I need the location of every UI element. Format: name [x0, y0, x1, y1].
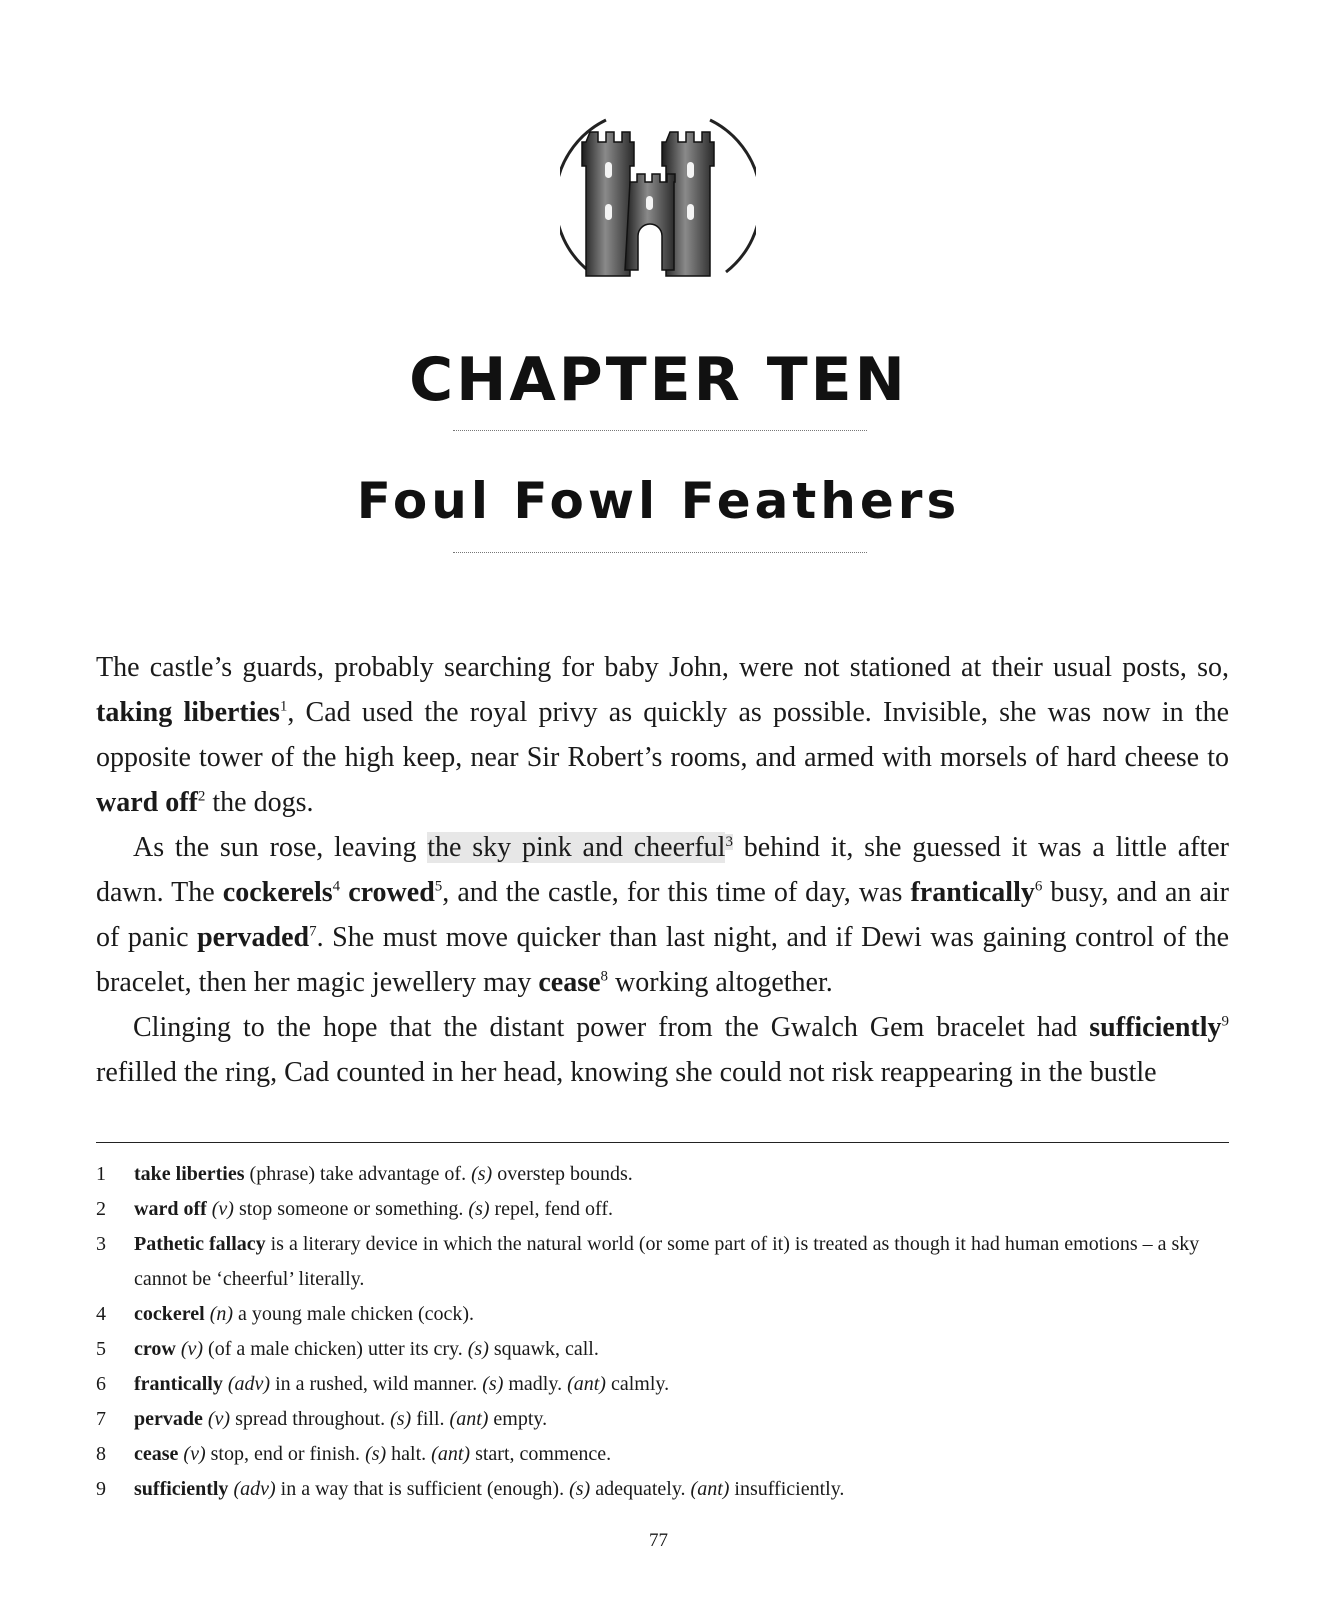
word-class: (s): [482, 1373, 504, 1395]
word-class: (ant): [690, 1478, 730, 1500]
footnote-number: 5: [96, 1338, 106, 1360]
text-run: As the sun rose, leaving: [133, 832, 428, 863]
word-class: (s): [390, 1408, 412, 1430]
footnote-ref: 7: [309, 923, 317, 940]
text-run: Clinging to the hope that the distant power from the Gwalch Gem bracelet had: [133, 1012, 1090, 1043]
text-run: halt.: [386, 1443, 432, 1465]
vocab-term: frantically: [910, 877, 1035, 908]
word-class: (s): [365, 1443, 387, 1465]
word-class: (adv): [233, 1478, 276, 1500]
word-class: (v): [180, 1338, 204, 1360]
vocab-term: cockerels: [222, 877, 333, 908]
footnote-number: 3: [96, 1233, 106, 1255]
text-run: empty.: [488, 1408, 548, 1430]
footnote-number: 1: [96, 1163, 106, 1185]
paragraph: [96, 645, 1229, 825]
vocab-term: taking liberties: [96, 697, 280, 728]
text-run: spread throughout.: [230, 1408, 391, 1430]
text-run: the dogs.: [205, 787, 314, 818]
text-run: calmly.: [605, 1373, 670, 1395]
footnote-divider: [96, 1142, 1229, 1143]
footnote-item: [96, 1437, 1229, 1472]
vocab-term: ward off: [134, 1198, 207, 1220]
text-run: fill.: [411, 1408, 450, 1430]
text-run: the sky pink and cheerful: [427, 832, 726, 863]
vocab-term: cease: [538, 967, 601, 998]
text-run: adequately.: [590, 1478, 691, 1500]
word-class: (v): [211, 1198, 234, 1220]
text-run: , and the castle, for this time of day, was: [442, 877, 911, 908]
text-run: in a rushed, wild manner.: [270, 1373, 483, 1395]
word-class: (s): [468, 1198, 490, 1220]
text-run: behind it, she guessed it was a little after dawn. The: [96, 832, 1229, 908]
text-run: stop someone or something.: [233, 1198, 469, 1220]
text-run: refilled the ring, Cad counted in her head, knowing she could not risk reappearing in the bustle: [96, 1057, 1157, 1088]
vocab-term: pervaded: [197, 922, 310, 953]
footnote-number: 4: [96, 1303, 106, 1325]
word-class: (ant): [431, 1443, 471, 1465]
title-divider: [453, 430, 867, 431]
word-class: (s): [569, 1478, 591, 1500]
footnote-ref: 2: [197, 788, 206, 805]
word-class: (s): [467, 1338, 489, 1360]
footnote-ref: 6: [1034, 878, 1043, 895]
vocab-term: sufficiently: [1089, 1012, 1222, 1043]
footnote-ref: 4: [332, 878, 341, 895]
footnote-ref: 1: [279, 698, 288, 715]
vocab-term: take liberties: [134, 1163, 245, 1185]
text-run: overstep bounds.: [492, 1163, 633, 1185]
text-run: (phrase) take advantage of.: [244, 1163, 472, 1185]
vocab-term: Pathetic fallacy: [134, 1233, 266, 1255]
footnote-number: 6: [96, 1373, 106, 1395]
text-run: (of a male chicken) utter its cry.: [203, 1338, 468, 1360]
footnote-item: [96, 1227, 1229, 1297]
text-run: repel, fend off.: [489, 1198, 613, 1220]
text-run: madly.: [503, 1373, 568, 1395]
text-run: , Cad used the royal privy as quickly as possible. Invisible, she was now in the opposite tower of the high keep, near Sir Robert’s rooms, and armed with morsels of hard cheese to: [96, 697, 1229, 773]
footnote-item: [96, 1297, 1229, 1332]
footnote-number: 2: [96, 1198, 106, 1220]
vocab-term: pervade: [134, 1408, 203, 1430]
text-run: stop, end or finish.: [205, 1443, 366, 1465]
text-run: is a literary device in which the natural world (or some part of it) is treated as though it had human emotions – a sky cannot be ‘cheerful’ literally.: [134, 1233, 1200, 1290]
footnote-number: 8: [96, 1443, 106, 1465]
text-run: working altogether.: [608, 967, 833, 998]
footnote-item: [96, 1472, 1229, 1507]
vocab-term: cease: [134, 1443, 179, 1465]
footnotes-list: [96, 1157, 1229, 1507]
vocab-term: crow: [134, 1338, 176, 1360]
footnote-ref: 5: [434, 878, 443, 895]
footnote-ref: 8: [600, 968, 609, 985]
footnote-number: 7: [96, 1408, 106, 1430]
text-run: start, commence.: [470, 1443, 612, 1465]
footnote-item: [96, 1192, 1229, 1227]
page-number: 77: [649, 1530, 668, 1551]
text-run: busy, and an air of panic: [96, 877, 1229, 953]
vocab-term: cockerel: [134, 1303, 205, 1325]
word-class: (s): [471, 1163, 493, 1185]
word-class: (v): [207, 1408, 231, 1430]
text-run: in a way that is sufficient (enough).: [275, 1478, 570, 1500]
paragraph: [96, 1005, 1229, 1095]
text-run: insufficiently.: [729, 1478, 845, 1500]
word-class: (ant): [449, 1408, 489, 1430]
body-text: [96, 645, 1229, 1095]
castle-emblem-icon: [560, 112, 756, 284]
footnote-item: [96, 1367, 1229, 1402]
vocab-term: ward off: [96, 787, 198, 818]
text-run: squawk, call.: [488, 1338, 599, 1360]
word-class: (adv): [227, 1373, 271, 1395]
paragraph: [96, 825, 1229, 1005]
footnote-ref: 9: [1221, 1013, 1229, 1030]
footnote-number: 9: [96, 1478, 106, 1500]
word-class: (ant): [567, 1373, 606, 1395]
vocab-term: sufficiently: [134, 1478, 229, 1500]
vocab-term: frantically: [134, 1373, 223, 1395]
chapter-title: CHAPTER TEN: [409, 345, 908, 415]
footnote-item: [96, 1157, 1229, 1192]
chapter-subtitle: Foul Fowl Feathers: [356, 472, 961, 530]
text-run: . She must move quicker than last night, and if Dewi was gaining control of the bracelet, then her magic jewellery may: [96, 922, 1229, 998]
subtitle-divider: [453, 552, 867, 553]
text-run: [340, 877, 348, 908]
footnote-item: [96, 1332, 1229, 1367]
vocab-term: crowed: [348, 877, 435, 908]
footnote-ref: 3: [725, 833, 733, 850]
word-class: (n): [209, 1303, 234, 1325]
footnote-item: [96, 1402, 1229, 1437]
text-run: The castle’s guards, probably searching for baby John, were not stationed at their usual posts, so,: [96, 652, 1229, 683]
text-run: a young male chicken (cock).: [233, 1303, 475, 1325]
word-class: (v): [183, 1443, 206, 1465]
